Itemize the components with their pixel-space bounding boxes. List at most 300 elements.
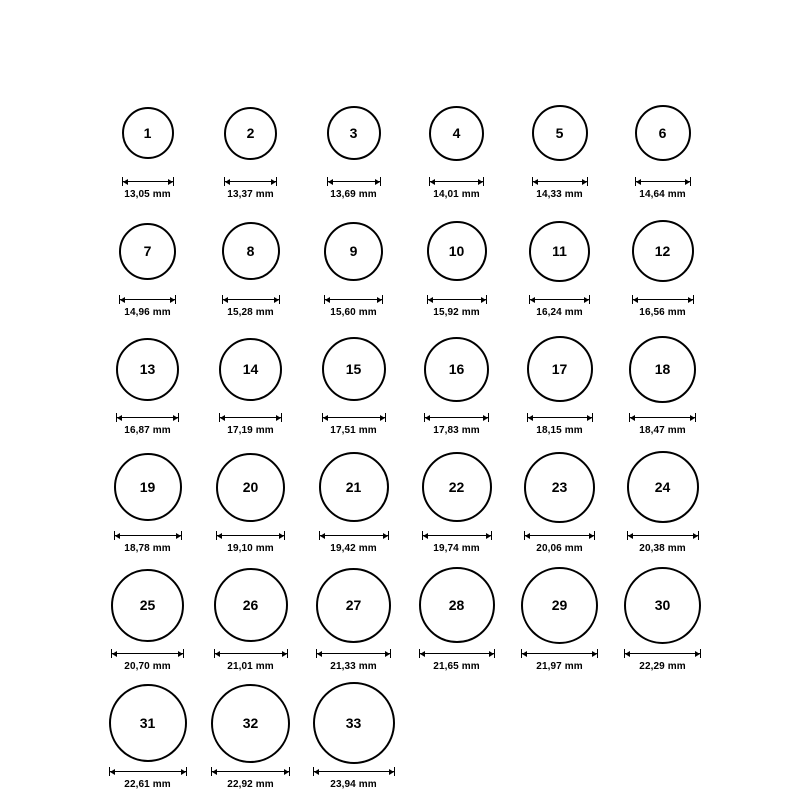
- ring-circle-wrap: [119, 208, 176, 294]
- ring-circle-icon: [322, 337, 386, 401]
- ring-size-cell: [615, 326, 710, 436]
- ring-size-cell: [100, 444, 195, 554]
- dimension-arrow-left-icon: [223, 297, 228, 303]
- ring-size-number: 21: [345, 479, 362, 495]
- dimension-arrow-left-icon: [212, 769, 217, 775]
- ring-size-cell: [409, 562, 504, 672]
- ring-circle-icon: [327, 106, 381, 160]
- ring-diameter-label: 21,97 mm: [536, 661, 583, 672]
- dimension-rule: [224, 181, 277, 182]
- ring-diameter-label: 16,87 mm: [124, 425, 171, 436]
- ring-size-number: 10: [448, 243, 465, 259]
- dimension-cap-right-icon: [276, 177, 277, 186]
- dimension-rule: [419, 653, 495, 654]
- ring-diameter-label: 21,33 mm: [330, 661, 377, 672]
- ring-size-number: 3: [349, 125, 358, 141]
- ring-size-cell: [615, 90, 710, 200]
- dimension-arrow-right-icon: [486, 533, 491, 539]
- dimension-rule: [532, 181, 588, 182]
- dimension-cap-right-icon: [592, 413, 593, 422]
- ring-circle-wrap: [114, 444, 182, 530]
- ring-size-number: 24: [654, 479, 671, 495]
- ring-circle-icon: [427, 221, 487, 281]
- dimension-arrow-left-icon: [110, 769, 115, 775]
- ring-circle-icon: [116, 338, 179, 401]
- dimension-cap-right-icon: [385, 413, 386, 422]
- dimension-cap-right-icon: [287, 649, 288, 658]
- ring-circle-wrap: [521, 562, 598, 648]
- dimension-line: [109, 767, 187, 777]
- dimension-cap-right-icon: [700, 649, 701, 658]
- dimension-arrow-left-icon: [522, 651, 527, 657]
- ring-size-cell: [203, 90, 298, 200]
- dimension-arrow-left-icon: [628, 533, 633, 539]
- ring-size-number: 14: [242, 361, 259, 377]
- ring-circle-wrap: [316, 562, 391, 648]
- dimension-arrow-right-icon: [176, 533, 181, 539]
- ring-diameter-label: 15,60 mm: [330, 307, 377, 318]
- ring-circle-wrap: [527, 326, 593, 412]
- dimension-rule: [122, 181, 174, 182]
- ring-size-number: 29: [551, 597, 568, 613]
- dimension-cap-right-icon: [388, 531, 389, 540]
- ring-diameter-label: 14,33 mm: [536, 189, 583, 200]
- dimension-cap-right-icon: [279, 295, 280, 304]
- ring-size-number: 11: [552, 243, 567, 259]
- ring-size-cell: [615, 562, 710, 672]
- dimension-arrow-right-icon: [377, 297, 382, 303]
- ring-circle-icon: [524, 452, 595, 523]
- dimension-arrow-right-icon: [688, 297, 693, 303]
- dimension-arrow-left-icon: [317, 651, 322, 657]
- dimension-arrow-right-icon: [483, 415, 488, 421]
- ring-size-cell: [100, 680, 195, 790]
- ring-size-number: 20: [242, 479, 259, 495]
- ring-circle-icon: [224, 107, 277, 160]
- dimension-arrow-left-icon: [215, 651, 220, 657]
- ring-circle-icon: [632, 220, 694, 282]
- ring-size-number: 31: [139, 715, 156, 731]
- dimension-cap-right-icon: [382, 295, 383, 304]
- dimension-line: [635, 177, 691, 187]
- dimension-line: [327, 177, 381, 187]
- ring-circle-icon: [529, 221, 590, 282]
- ring-circle-icon: [109, 684, 187, 762]
- dimension-arrow-left-icon: [425, 415, 430, 421]
- ring-size-number: 12: [654, 243, 671, 259]
- dimension-line: [216, 531, 285, 541]
- dimension-rule: [114, 535, 182, 536]
- ring-size-cell: [615, 208, 710, 318]
- dimension-arrow-right-icon: [587, 415, 592, 421]
- dimension-line: [119, 295, 176, 305]
- ring-size-number: 16: [448, 361, 465, 377]
- ring-size-number: 15: [345, 361, 362, 377]
- ring-circle-icon: [429, 106, 484, 161]
- dimension-cap-right-icon: [491, 531, 492, 540]
- dimension-arrow-right-icon: [685, 179, 690, 185]
- dimension-rule: [216, 535, 285, 536]
- ring-diameter-label: 15,28 mm: [227, 307, 274, 318]
- dimension-cap-right-icon: [486, 295, 487, 304]
- ring-circle-wrap: [211, 680, 290, 766]
- dimension-rule: [627, 535, 699, 536]
- dimension-cap-right-icon: [693, 295, 694, 304]
- ring-circle-wrap: [224, 90, 277, 176]
- ring-circle-wrap: [627, 444, 699, 530]
- ring-size-cell: [306, 562, 401, 672]
- dimension-arrow-right-icon: [385, 651, 390, 657]
- ring-diameter-label: 19,42 mm: [330, 543, 377, 554]
- dimension-rule: [322, 417, 386, 418]
- dimension-arrow-right-icon: [284, 769, 289, 775]
- dimension-arrow-left-icon: [423, 533, 428, 539]
- ring-size-cell: [203, 444, 298, 554]
- dimension-arrow-left-icon: [323, 415, 328, 421]
- ring-size-number: 26: [242, 597, 259, 613]
- ring-size-cell: [306, 326, 401, 436]
- ring-size-number: 13: [139, 361, 156, 377]
- ring-diameter-label: 21,01 mm: [227, 661, 274, 672]
- ring-diameter-label: 18,47 mm: [639, 425, 686, 436]
- ring-circle-wrap: [109, 680, 187, 766]
- ring-diameter-label: 21,65 mm: [433, 661, 480, 672]
- ring-circle-wrap: [111, 562, 184, 648]
- ring-circle-wrap: [214, 562, 288, 648]
- dimension-rule: [109, 771, 187, 772]
- ring-size-number: 30: [654, 597, 671, 613]
- dimension-rule: [313, 771, 395, 772]
- dimension-line: [624, 649, 701, 659]
- dimension-cap-right-icon: [380, 177, 381, 186]
- ring-circle-icon: [624, 567, 701, 644]
- dimension-cap-right-icon: [587, 177, 588, 186]
- dimension-arrow-left-icon: [120, 297, 125, 303]
- ring-size-cell: [409, 208, 504, 318]
- dimension-arrow-right-icon: [592, 651, 597, 657]
- ring-circle-icon: [629, 336, 696, 403]
- dimension-arrow-left-icon: [320, 533, 325, 539]
- dimension-arrow-left-icon: [420, 651, 425, 657]
- dimension-rule: [632, 299, 694, 300]
- dimension-arrow-right-icon: [582, 179, 587, 185]
- ring-circle-icon: [119, 223, 176, 280]
- ring-diameter-label: 13,37 mm: [227, 189, 274, 200]
- dimension-cap-right-icon: [698, 531, 699, 540]
- ring-size-number: 28: [448, 597, 465, 613]
- dimension-line: [316, 649, 391, 659]
- dimension-rule: [319, 535, 389, 536]
- dimension-cap-right-icon: [289, 767, 290, 776]
- ring-size-cell: [306, 208, 401, 318]
- ring-size-cell: [306, 90, 401, 200]
- dimension-arrow-right-icon: [274, 297, 279, 303]
- ring-size-cell: [409, 326, 504, 436]
- dimension-line: [529, 295, 590, 305]
- ring-size-cell: [306, 680, 401, 790]
- dimension-rule: [635, 181, 691, 182]
- dimension-arrow-left-icon: [525, 533, 530, 539]
- ring-circle-wrap: [216, 444, 285, 530]
- ring-circle-wrap: [327, 90, 381, 176]
- ring-size-cell: [100, 326, 195, 436]
- dimension-cap-right-icon: [178, 413, 179, 422]
- dimension-arrow-right-icon: [282, 651, 287, 657]
- ring-diameter-label: 20,70 mm: [124, 661, 171, 672]
- ring-diameter-label: 23,94 mm: [330, 779, 377, 790]
- dimension-arrow-left-icon: [530, 297, 535, 303]
- ring-circle-icon: [313, 682, 395, 764]
- ring-circle-icon: [319, 452, 389, 522]
- dimension-arrow-left-icon: [225, 179, 230, 185]
- dimension-arrow-left-icon: [528, 415, 533, 421]
- dimension-arrow-left-icon: [117, 415, 122, 421]
- dimension-arrow-right-icon: [170, 297, 175, 303]
- dimension-cap-right-icon: [181, 531, 182, 540]
- dimension-rule: [214, 653, 288, 654]
- ring-circle-icon: [122, 107, 174, 159]
- dimension-arrow-right-icon: [481, 297, 486, 303]
- dimension-arrow-right-icon: [478, 179, 483, 185]
- ring-diameter-label: 16,56 mm: [639, 307, 686, 318]
- ring-size-cell: [100, 208, 195, 318]
- dimension-cap-right-icon: [597, 649, 598, 658]
- dimension-cap-right-icon: [494, 649, 495, 658]
- dimension-arrow-left-icon: [625, 651, 630, 657]
- dimension-cap-right-icon: [183, 649, 184, 658]
- dimension-arrow-left-icon: [636, 179, 641, 185]
- dimension-line: [521, 649, 598, 659]
- dimension-arrow-left-icon: [328, 179, 333, 185]
- dimension-cap-right-icon: [488, 413, 489, 422]
- ring-diameter-label: 16,24 mm: [536, 307, 583, 318]
- ring-circle-icon: [422, 452, 492, 522]
- ring-circle-wrap: [122, 90, 174, 176]
- ring-size-cell: [409, 444, 504, 554]
- dimension-cap-right-icon: [394, 767, 395, 776]
- ring-diameter-label: 22,29 mm: [639, 661, 686, 672]
- ring-size-cell: [306, 444, 401, 554]
- dimension-rule: [629, 417, 696, 418]
- ring-size-cell: [409, 90, 504, 200]
- dimension-cap-right-icon: [281, 413, 282, 422]
- ring-circle-icon: [316, 568, 391, 643]
- dimension-rule: [324, 299, 383, 300]
- dimension-arrow-left-icon: [314, 769, 319, 775]
- ring-circle-icon: [424, 337, 489, 402]
- dimension-arrow-right-icon: [589, 533, 594, 539]
- ring-circle-icon: [324, 222, 383, 281]
- dimension-arrow-left-icon: [428, 297, 433, 303]
- ring-circle-icon: [222, 222, 280, 280]
- ring-diameter-label: 14,01 mm: [433, 189, 480, 200]
- ring-size-cell: [203, 208, 298, 318]
- ring-circle-icon: [521, 567, 598, 644]
- dimension-arrow-left-icon: [630, 415, 635, 421]
- dimension-arrow-right-icon: [279, 533, 284, 539]
- ring-size-number: 8: [246, 243, 255, 259]
- dimension-rule: [119, 299, 176, 300]
- ring-diameter-label: 15,92 mm: [433, 307, 480, 318]
- dimension-arrow-left-icon: [112, 651, 117, 657]
- dimension-arrow-left-icon: [325, 297, 330, 303]
- ring-size-number: 18: [654, 361, 671, 377]
- ring-size-number: 33: [345, 715, 362, 731]
- ring-circle-icon: [527, 336, 593, 402]
- ring-diameter-label: 19,74 mm: [433, 543, 480, 554]
- dimension-arrow-right-icon: [178, 651, 183, 657]
- ring-size-number: 19: [139, 479, 156, 495]
- ring-circle-icon: [216, 453, 285, 522]
- ring-circle-wrap: [422, 444, 492, 530]
- dimension-arrow-left-icon: [633, 297, 638, 303]
- dimension-line: [322, 413, 386, 423]
- ring-diameter-label: 13,05 mm: [124, 189, 171, 200]
- ring-size-cell: [512, 90, 607, 200]
- dimension-rule: [624, 653, 701, 654]
- dimension-rule: [219, 417, 282, 418]
- ring-circle-wrap: [624, 562, 701, 648]
- dimension-line: [313, 767, 395, 777]
- ring-size-number: 1: [143, 125, 152, 141]
- ring-circle-icon: [635, 105, 691, 161]
- ring-circle-wrap: [322, 326, 386, 412]
- dimension-arrow-left-icon: [123, 179, 128, 185]
- dimension-rule: [521, 653, 598, 654]
- dimension-cap-right-icon: [483, 177, 484, 186]
- ring-circle-wrap: [219, 326, 282, 412]
- dimension-rule: [424, 417, 489, 418]
- ring-diameter-label: 17,51 mm: [330, 425, 377, 436]
- dimension-rule: [529, 299, 590, 300]
- dimension-line: [114, 531, 182, 541]
- ring-circle-wrap: [222, 208, 280, 294]
- ring-size-number: 23: [551, 479, 568, 495]
- ring-circle-wrap: [524, 444, 595, 530]
- dimension-arrow-left-icon: [533, 179, 538, 185]
- ring-size-number: 7: [143, 243, 152, 259]
- dimension-arrow-right-icon: [181, 769, 186, 775]
- ring-diameter-label: 19,10 mm: [227, 543, 274, 554]
- dimension-arrow-right-icon: [380, 415, 385, 421]
- dimension-line: [122, 177, 174, 187]
- dimension-line: [224, 177, 277, 187]
- dimension-cap-right-icon: [690, 177, 691, 186]
- ring-diameter-label: 22,61 mm: [124, 779, 171, 790]
- ring-size-number: 25: [139, 597, 156, 613]
- dimension-line: [429, 177, 484, 187]
- dimension-arrow-right-icon: [693, 533, 698, 539]
- ring-circle-wrap: [424, 326, 489, 412]
- dimension-arrow-left-icon: [217, 533, 222, 539]
- ring-circle-wrap: [324, 208, 383, 294]
- dimension-arrow-left-icon: [115, 533, 120, 539]
- ring-diameter-label: 18,15 mm: [536, 425, 583, 436]
- ring-circle-icon: [214, 568, 288, 642]
- dimension-line: [424, 413, 489, 423]
- dimension-line: [527, 413, 593, 423]
- ring-circle-wrap: [313, 680, 395, 766]
- dimension-arrow-right-icon: [168, 179, 173, 185]
- ring-size-cell: [512, 562, 607, 672]
- dimension-cap-right-icon: [173, 177, 174, 186]
- dimension-rule: [316, 653, 391, 654]
- dimension-arrow-right-icon: [276, 415, 281, 421]
- ring-circle-icon: [532, 105, 588, 161]
- ring-size-number: 6: [658, 125, 667, 141]
- dimension-line: [427, 295, 487, 305]
- ring-diameter-label: 14,64 mm: [639, 189, 686, 200]
- ring-circle-wrap: [629, 326, 696, 412]
- ring-size-number: 4: [452, 125, 461, 141]
- ring-size-cell: [100, 562, 195, 672]
- dimension-line: [629, 413, 696, 423]
- dimension-arrow-right-icon: [389, 769, 394, 775]
- ring-diameter-label: 18,78 mm: [124, 543, 171, 554]
- dimension-line: [532, 177, 588, 187]
- ring-circle-wrap: [529, 208, 590, 294]
- ring-circle-wrap: [319, 444, 389, 530]
- dimension-line: [419, 649, 495, 659]
- dimension-arrow-right-icon: [271, 179, 276, 185]
- ring-diameter-label: 17,19 mm: [227, 425, 274, 436]
- dimension-line: [627, 531, 699, 541]
- dimension-line: [219, 413, 282, 423]
- ring-size-number: 2: [246, 125, 255, 141]
- ring-size-cell: [100, 90, 195, 200]
- ring-circle-wrap: [632, 208, 694, 294]
- dimension-line: [524, 531, 595, 541]
- dimension-cap-right-icon: [284, 531, 285, 540]
- ring-diameter-label: 17,83 mm: [433, 425, 480, 436]
- ring-circle-wrap: [635, 90, 691, 176]
- dimension-arrow-right-icon: [375, 179, 380, 185]
- ring-circle-icon: [219, 338, 282, 401]
- dimension-rule: [429, 181, 484, 182]
- ring-size-number: 22: [448, 479, 465, 495]
- ring-size-cell: [512, 208, 607, 318]
- ring-circle-wrap: [427, 208, 487, 294]
- dimension-cap-right-icon: [175, 295, 176, 304]
- ring-circle-wrap: [419, 562, 495, 648]
- dimension-rule: [422, 535, 492, 536]
- ring-size-number: 32: [242, 715, 259, 731]
- dimension-arrow-right-icon: [690, 415, 695, 421]
- dimension-line: [422, 531, 492, 541]
- ring-diameter-label: 14,96 mm: [124, 307, 171, 318]
- dimension-arrow-right-icon: [489, 651, 494, 657]
- dimension-rule: [116, 417, 179, 418]
- dimension-cap-right-icon: [390, 649, 391, 658]
- dimension-line: [324, 295, 383, 305]
- ring-size-cell: [203, 326, 298, 436]
- dimension-cap-right-icon: [589, 295, 590, 304]
- dimension-arrow-left-icon: [430, 179, 435, 185]
- ring-size-number: 27: [345, 597, 362, 613]
- dimension-rule: [524, 535, 595, 536]
- dimension-rule: [222, 299, 280, 300]
- dimension-arrow-left-icon: [220, 415, 225, 421]
- ring-size-number: 5: [555, 125, 564, 141]
- ring-circle-icon: [211, 684, 290, 763]
- dimension-arrow-right-icon: [173, 415, 178, 421]
- dimension-cap-right-icon: [695, 413, 696, 422]
- ring-circle-wrap: [116, 326, 179, 412]
- ring-size-cell: [512, 326, 607, 436]
- dimension-line: [222, 295, 280, 305]
- dimension-line: [116, 413, 179, 423]
- dimension-line: [319, 531, 389, 541]
